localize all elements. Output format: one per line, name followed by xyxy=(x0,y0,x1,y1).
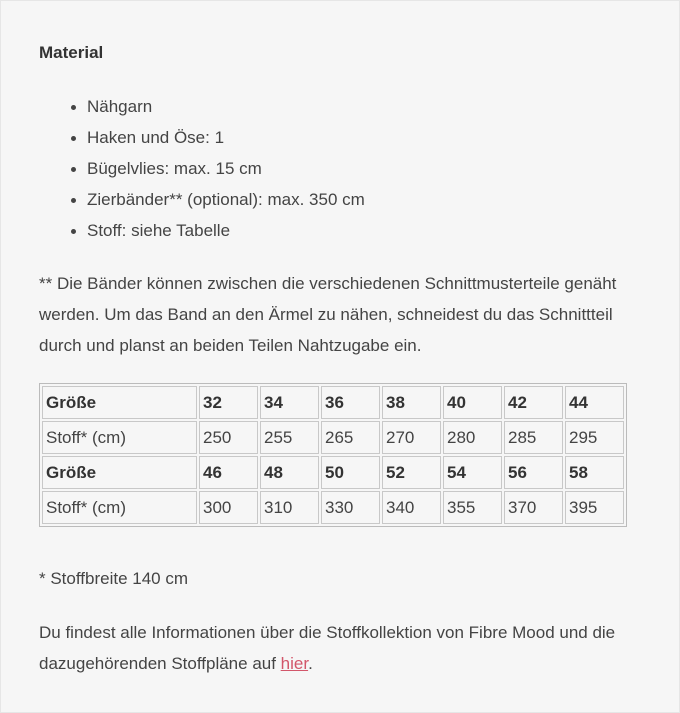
table-cell: 370 xyxy=(504,491,563,524)
table-cell: 295 xyxy=(565,421,624,454)
material-item: Nähgarn xyxy=(87,91,365,122)
table-cell: 42 xyxy=(504,386,563,419)
info-paragraph xyxy=(39,617,649,679)
material-item: Haken und Öse: 1 xyxy=(87,122,365,153)
table-row-size-header xyxy=(42,386,624,419)
table-cell-label: Größe xyxy=(42,386,197,419)
table-cell: 340 xyxy=(382,491,441,524)
table-cell: 34 xyxy=(260,386,319,419)
table-cell: 395 xyxy=(565,491,624,524)
table-cell-label: Stoff* (cm) xyxy=(42,421,197,454)
table-cell: 265 xyxy=(321,421,380,454)
table-row-size-header xyxy=(42,456,624,489)
table-cell: 54 xyxy=(443,456,502,489)
table-cell: 56 xyxy=(504,456,563,489)
material-item: Stoff: siehe Tabelle xyxy=(87,215,365,246)
table-cell: 52 xyxy=(382,456,441,489)
table-cell: 50 xyxy=(321,456,380,489)
table-cell-label: Größe xyxy=(42,456,197,489)
table-cell: 250 xyxy=(199,421,258,454)
table-cell: 58 xyxy=(565,456,624,489)
table-row-fabric xyxy=(42,421,624,454)
table-cell: 330 xyxy=(321,491,380,524)
table-cell: 310 xyxy=(260,491,319,524)
table-cell: 300 xyxy=(199,491,258,524)
table-cell: 270 xyxy=(382,421,441,454)
table-row-fabric xyxy=(42,491,624,524)
material-item: Zierbänder** (optional): max. 350 cm xyxy=(87,184,365,215)
table-cell: 280 xyxy=(443,421,502,454)
table-cell: 46 xyxy=(199,456,258,489)
material-list xyxy=(39,91,365,246)
table-cell: 38 xyxy=(382,386,441,419)
table-cell: 44 xyxy=(565,386,624,419)
table-cell: 40 xyxy=(443,386,502,419)
table-cell: 355 xyxy=(443,491,502,524)
table-cell: 32 xyxy=(199,386,258,419)
material-item: Bügelvlies: max. 15 cm xyxy=(87,153,365,184)
size-table xyxy=(39,383,627,527)
info-suffix: . xyxy=(308,654,313,673)
table-cell: 36 xyxy=(321,386,380,419)
table-cell: 285 xyxy=(504,421,563,454)
ribbon-note: ** Die Bänder können zwischen die verschiedenen Schnittmusterteile genäht werden. Um das Band an den Ärmel zu nähen, schneidest du das Schnittteil durch und planst an beiden Teilen Nahtzugabe ein. xyxy=(39,274,617,355)
info-text: Du findest alle Informationen über die Stoffkollektion von Fibre Mood und die dazugehörenden Stoffpläne auf xyxy=(39,623,616,673)
table-cell-label: Stoff* (cm) xyxy=(42,491,197,524)
fabric-width-footnote: * Stoffbreite 140 cm xyxy=(39,569,188,588)
table-cell: 48 xyxy=(260,456,319,489)
table-cell: 255 xyxy=(260,421,319,454)
hier-link[interactable]: hier xyxy=(280,654,309,673)
material-heading: Material xyxy=(39,43,104,62)
